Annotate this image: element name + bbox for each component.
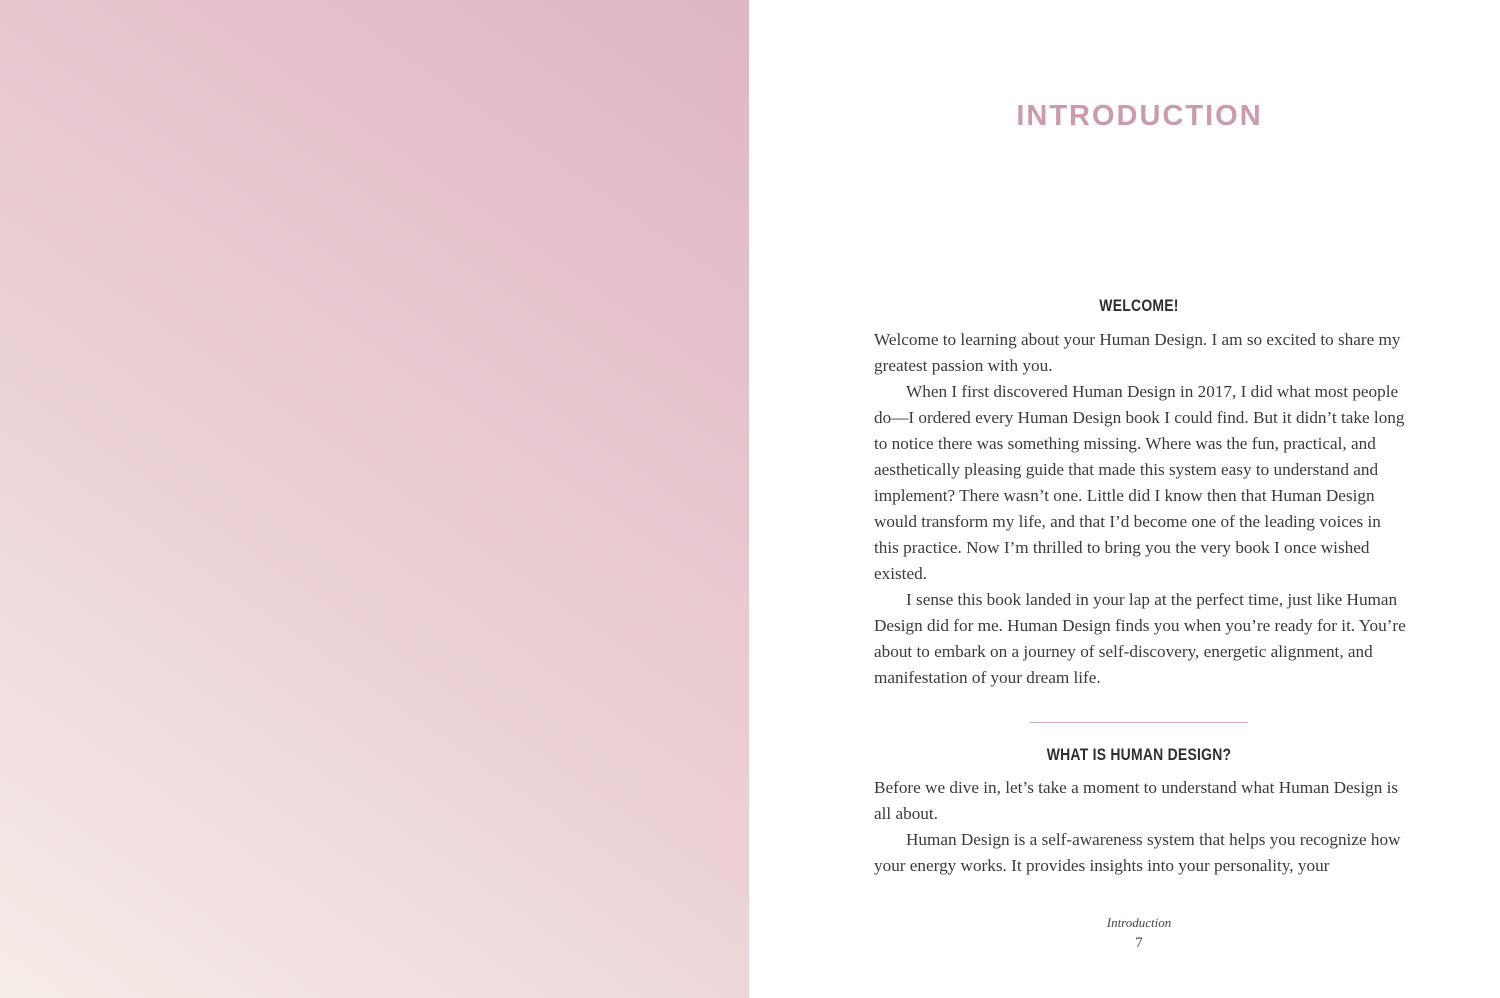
page-number: 7: [1135, 935, 1143, 951]
welcome-body: [874, 327, 1409, 691]
left-page-gradient: [0, 0, 749, 998]
paragraph: Welcome to learning about your Human Design. I am so excited to share my greatest passion with you.: [874, 330, 1401, 375]
paragraph: Human Design is a self-awareness system that helps you recognize how your energy works. It provides insights into your personality, your: [874, 830, 1401, 875]
running-head-footer: Introduction: [1106, 915, 1172, 930]
section-heading-welcome: WELCOME!: [1099, 296, 1179, 315]
what-is-body: [874, 775, 1409, 879]
paragraph: Before we dive in, let’s take a moment to understand what Human Design is all about.: [874, 778, 1399, 823]
chapter-title: INTRODUCTION: [1016, 100, 1263, 132]
section-heading-what-is-human-design: WHAT IS HUMAN DESIGN?: [1046, 745, 1232, 764]
paragraph: When I first discovered Human Design in 2017, I did what most people do—I ordered every Human Design book I could find. But it didn’t take long to notice there was something missing. Where was the fun, practical, and aesthetically pleasing guide that made this system easy to understand and implement? There wasn’t one. Little did I know then that Human Design would transform my life, and that I’d become one of the leading voices in this practice. Now I’m thrilled to bring you the very book I once wished existed.: [874, 382, 1405, 583]
right-page: [749, 0, 1500, 998]
paragraph: I sense this book landed in your lap at the perfect time, just like Human Design did for me. Human Design finds you when you’re ready for it. You’re about to embark on a journey of self-discovery, energetic alignment, and manifestation of your dream life.: [874, 590, 1406, 687]
section-divider: [1030, 722, 1248, 723]
